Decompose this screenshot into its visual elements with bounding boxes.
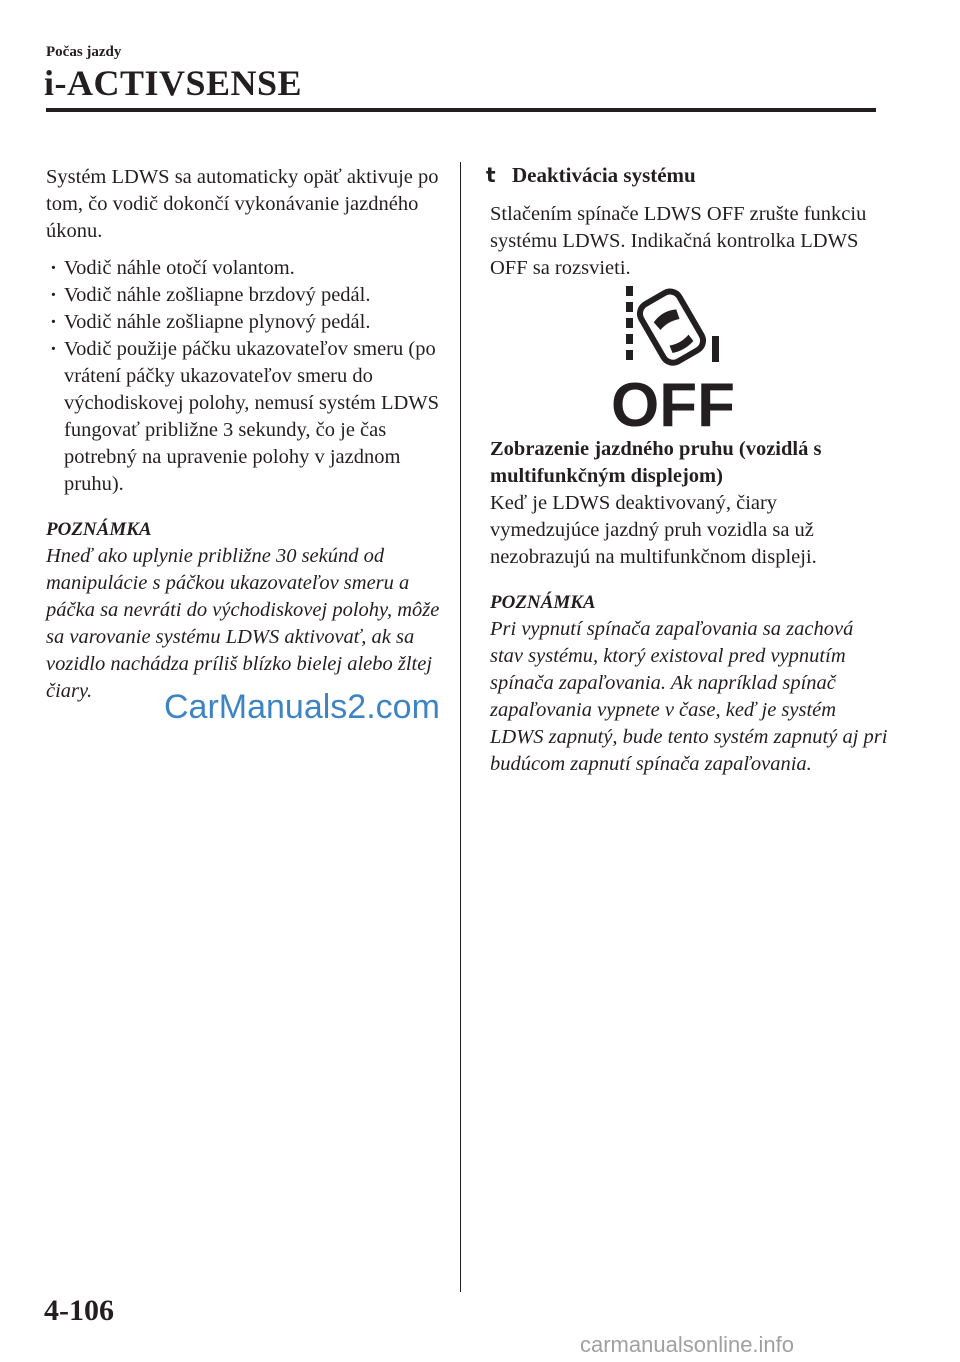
chapter-title: i-ACTIVSENSE	[44, 63, 303, 103]
note-title: POZNÁMKA	[490, 592, 596, 613]
sub-heading: Zobrazenie jazdného pruhu (vozidlá s multifunkčným displejom)	[490, 438, 822, 487]
sub-paragraph: Keď je LDWS deaktivovaný, čiary vymedzujúce jazdný pruh vozidla sa už nezobrazujú na multifunkčnom displeji.	[490, 492, 817, 568]
heading-marker: t	[486, 163, 496, 187]
off-label: OFF	[611, 371, 735, 432]
ldws-off-indicator-icon	[610, 284, 736, 432]
list-item: · Vodič náhle otočí volantom.	[46, 255, 446, 282]
heading-text: Deaktivácia systému	[512, 163, 696, 187]
right-column	[486, 162, 890, 778]
list-item: · Vodič náhle zošliapne brzdový pedál.	[46, 282, 446, 309]
list-item: · Vodič náhle zošliapne plynový pedál.	[46, 309, 446, 336]
bullet-list	[46, 255, 446, 498]
deactivation-paragraph: Stlačením spínače LDWS OFF zrušte funkciu systému LDWS. Indikačná kontrolka LDWS OFF sa rozsvieti.	[490, 203, 867, 279]
intro-paragraph: Systém LDWS sa automaticky opäť aktivuje po tom, čo vodič dokončí vykonávanie jazdného úkonu.	[46, 166, 439, 242]
page-number: 4-106	[44, 1294, 114, 1327]
left-column	[46, 164, 446, 705]
note-text: Hneď ako uplynie približne 30 sekúnd od manipulácie s páčkou ukazovateľov smeru a páčka sa nevráti do východiskovej polohy, môže sa varovanie systému LDWS aktivovať, ak sa vozidlo nachádza príliš blízko bielej alebo žltej čiary.	[46, 545, 440, 702]
column-divider	[460, 162, 461, 1292]
section-heading	[486, 162, 890, 189]
note-text: Pri vypnutí spínača zapaľovania sa zachová stav systému, ktorý existoval pred vypnutím spínača zapaľovania. Ak napríklad spínač zapaľovania vypnete v čase, keď je systém LDWS zapnutý, bude tento systém zapnutý aj pri budúcom zapnutí spínača zapaľovania.	[490, 618, 888, 775]
header-rule	[46, 108, 876, 112]
note-title: POZNÁMKA	[46, 519, 152, 540]
list-item: · Vodič použije páčku ukazovateľov smeru (po vrátení páčky ukazovateľov smeru do východiskovej polohy, nemusí systém LDWS fungovať približne 3 sekundy, čo je čas potrebný na upravenie polohy v jazdnom pruhu).	[46, 336, 446, 498]
section-title: Počas jazdy	[46, 44, 122, 60]
footer-watermark: carmanualsonline.info	[580, 1332, 795, 1357]
watermark: CarManuals2.com	[164, 688, 440, 726]
